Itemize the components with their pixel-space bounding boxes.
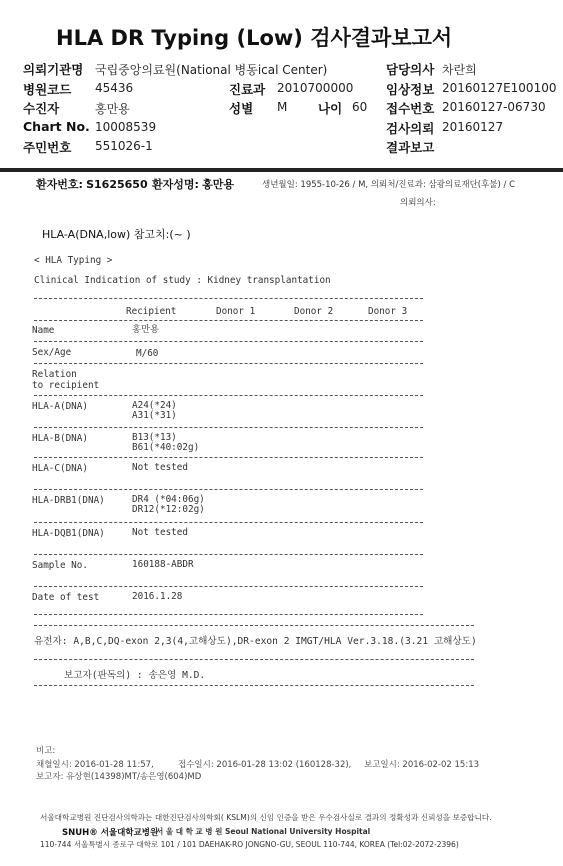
received-time: 접수일시: 2016-01-28 13:02 (160128-32),: [178, 760, 352, 770]
header-value: 10008539: [95, 120, 157, 134]
header-label: 임상정보: [386, 82, 435, 97]
header-divider: [34, 320, 423, 321]
row-label: HLA-DRB1(DNA): [32, 495, 105, 506]
header-label: 병원코드: [23, 82, 72, 97]
row-label: HLA-C(DNA): [32, 463, 88, 474]
hospital-name: 서 울 대 학 교 병 원 Seoul National University Hospital: [156, 827, 371, 836]
age-value: 60: [352, 100, 368, 114]
recipient-value: Not tested: [132, 462, 188, 473]
header-label: 접수번호: [386, 101, 435, 116]
patient-name: [152, 176, 234, 192]
divider: [34, 625, 474, 626]
recipient-value: Not tested: [132, 527, 188, 538]
recipient-value: B13(*13) B61(*40:02g): [132, 432, 200, 453]
patient-info: 생년월일: 1955-10-26 / M, 의뢰처/진료과: 삼광의료재단(후불) / C: [262, 180, 516, 190]
row-label: HLA-B(DNA): [32, 433, 88, 444]
recipient-value: DR4 (*04:06g) DR12(*12:02g): [132, 494, 205, 515]
patient-number: [36, 176, 148, 192]
row-divider: [34, 489, 423, 490]
column-header: Donor 1: [216, 306, 256, 317]
method-note: 유전자: A,B,C,DQ-exon 2,3(4,고해상도),DR-exon 2 IMGT/HLA Ver.3.18.(3.21 고해상도): [34, 636, 477, 647]
reporter-line: 보고자: 유상현(14398)MT/송은영(604)MD: [36, 772, 202, 782]
row-divider: [34, 341, 423, 342]
recipient-value: M/60: [136, 348, 159, 359]
section-divider: [0, 168, 563, 172]
header-value: 20160127-06730: [442, 100, 546, 114]
age-label: 나이: [318, 101, 343, 116]
recipient-value: A24(*24) A31(*31): [132, 400, 177, 421]
header-label: 결과보고: [386, 140, 435, 155]
header-value: 20160127: [442, 120, 504, 134]
header-value: 45436: [95, 81, 134, 95]
row-label: Sex/Age: [32, 347, 72, 358]
report-title: HLA DR Typing (Low) 검사결과보고서: [56, 26, 453, 50]
row-divider: [34, 427, 423, 428]
header-value: 551026-1: [95, 139, 153, 153]
header-label: 성별: [229, 101, 254, 116]
header-label: 검사의뢰: [386, 121, 435, 136]
row-divider: [34, 586, 423, 587]
header-value: 국립중앙의료원(National 병동ical Center): [95, 63, 328, 77]
header-value: M: [277, 100, 288, 114]
row-divider: [34, 522, 423, 523]
patient-name-label: 환자성명:: [152, 178, 199, 191]
header-label: 진료과: [229, 82, 266, 97]
recipient-value: 홍만용: [132, 324, 159, 335]
header-value: 차란희: [442, 63, 477, 77]
hospital-address: 110-744 서울특별시 종로구 대학로 101 / 101 DAEHAK-RO JONGNO-GU, SEOUL 110-744, KOREA (Tel:02-2072-2396): [40, 840, 459, 849]
divider: [34, 685, 474, 686]
reference-range: HLA-A(DNA,low) 참고치:(~ ): [42, 228, 191, 241]
patient-number-value: S1625650: [86, 178, 148, 191]
row-divider: [34, 554, 423, 555]
column-header: Donor 3: [368, 306, 408, 317]
header-label: Chart No.: [23, 119, 90, 134]
column-header: Recipient: [126, 306, 177, 317]
clinical-indication: Clinical Indication of study : Kidney transplantation: [34, 275, 331, 286]
snuh-logo: SNUH® 서울대학교병원: [62, 828, 159, 838]
patient-number-label: 환자번호:: [36, 178, 83, 191]
typing-heading: < HLA Typing >: [34, 255, 113, 266]
header-label: 주민번호: [23, 140, 72, 155]
collected-time: 채혈일시: 2016-01-28 11:57,: [36, 760, 154, 770]
row-divider: [34, 457, 423, 458]
patient-name-value: 홍만용: [202, 178, 234, 191]
column-header: Donor 2: [294, 306, 334, 317]
header-value: 20160127E100100: [442, 81, 557, 95]
header-label: 담당의사: [386, 62, 435, 77]
row-label: Date of test: [32, 592, 100, 603]
row-label: Relation to recipient: [32, 369, 100, 391]
referring-doctor-label: 의뢰의사:: [400, 198, 436, 208]
header-label: 수진자: [23, 101, 60, 116]
certification-statement: 서울대학교병원 진단검사의학과는 대한진단검사의학회( KSLM)의 신임 인증을 받은 우수검사실로 결과의 정확성과 신뢰성을 보증합니다.: [40, 813, 492, 822]
table-top-divider: [34, 298, 423, 299]
row-label: Name: [32, 325, 55, 336]
row-divider: [34, 395, 423, 396]
row-label: HLA-A(DNA): [32, 401, 88, 412]
recipient-value: 160188-ABDR: [132, 559, 194, 570]
row-divider: [34, 363, 423, 364]
header-label: 의뢰기관명: [23, 62, 84, 77]
row-divider: [34, 614, 423, 615]
reported-time: 보고일시: 2016-02-02 15:13: [364, 760, 480, 770]
row-label: HLA-DQB1(DNA): [32, 528, 105, 539]
header-value: 홍만용: [95, 102, 130, 116]
divider: [34, 659, 474, 660]
reporter: 보고자(판독의) : 송은영 M.D.: [64, 670, 206, 681]
recipient-value: 2016.1.28: [132, 591, 183, 602]
remark-label: 비고:: [36, 746, 56, 756]
header-value: 2010700000: [277, 81, 354, 95]
row-label: Sample No.: [32, 560, 88, 571]
